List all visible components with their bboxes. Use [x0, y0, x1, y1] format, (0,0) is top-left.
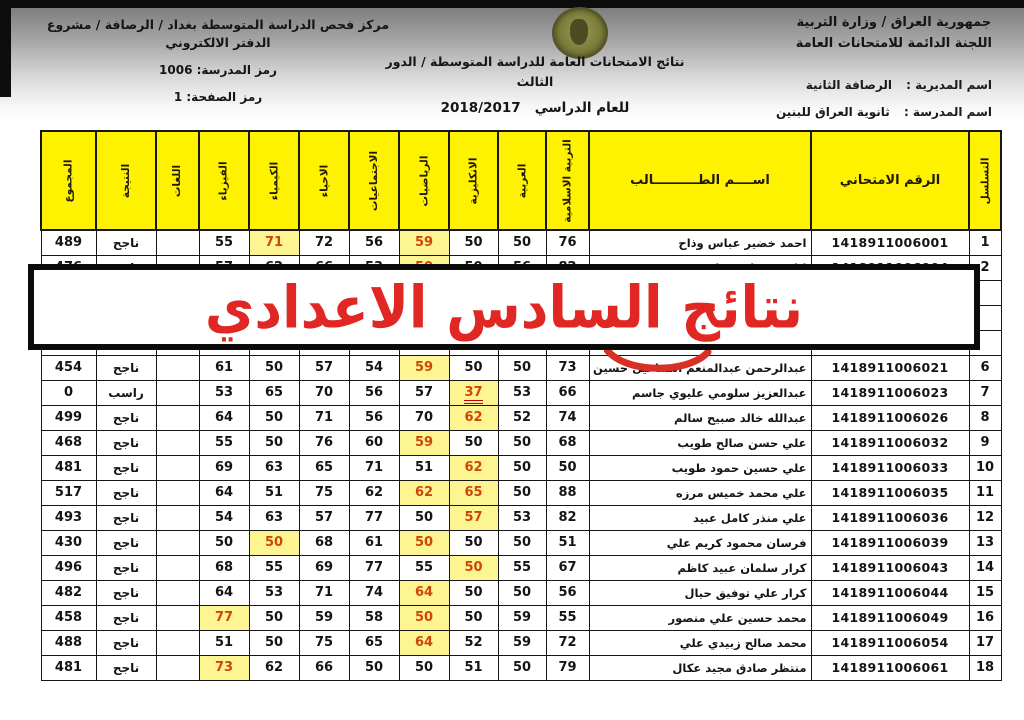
cell-biology: 71	[299, 406, 349, 431]
cell-languages	[156, 381, 199, 406]
column-header-seq	[969, 131, 1001, 230]
column-header-label-arabic: العربية	[516, 163, 529, 198]
cell-english: 57	[449, 506, 498, 531]
cell-arabic: 50	[498, 356, 546, 381]
cell-total: 489	[41, 230, 96, 256]
column-header-label-chemistry: الكيمياء	[268, 161, 281, 200]
cell-arabic: 50	[498, 230, 546, 256]
cell-chemistry: 50	[249, 406, 299, 431]
cell-languages	[156, 606, 199, 631]
cell-social: 50	[349, 656, 399, 681]
cell-biology: 70	[299, 381, 349, 406]
cell-math: 50	[399, 656, 449, 681]
cell-social: 65	[349, 631, 399, 656]
cell-arabic: 52	[498, 406, 546, 431]
cell-english: 52	[449, 631, 498, 656]
cell-english: 50	[449, 230, 498, 256]
cell-arabic: 50	[498, 456, 546, 481]
column-header-label-exam_no: الرقم الامتحاني	[839, 173, 941, 188]
exam-title: نتائج الامتحانات العامة للدراسة المتوسطة / الدور الثالث	[385, 54, 685, 89]
cell-exam_no: 1418911006035	[811, 481, 969, 506]
cell-arabic: 59	[498, 606, 546, 631]
cell-islamic: 76	[546, 230, 589, 256]
ministry-line1: جمهورية العراق / وزارة التربية	[796, 15, 992, 30]
table-row	[41, 456, 1001, 481]
column-header-exam_no	[811, 131, 969, 230]
cell-arabic: 53	[498, 506, 546, 531]
cell-languages	[156, 656, 199, 681]
exam-title-block	[370, 52, 700, 118]
cell-chemistry: 50	[249, 606, 299, 631]
cell-languages	[156, 456, 199, 481]
column-header-social	[349, 131, 399, 230]
cell-arabic: 50	[498, 581, 546, 606]
school-code: رمز المدرسة: 1006	[159, 63, 277, 77]
cell-chemistry: 50	[249, 631, 299, 656]
cell-physics: 68	[199, 556, 249, 581]
cell-islamic: 88	[546, 481, 589, 506]
column-header-total	[41, 131, 96, 230]
cell-exam_no: 1418911006032	[811, 431, 969, 456]
cell-english: 51	[449, 656, 498, 681]
cell-languages	[156, 531, 199, 556]
cell-languages	[156, 506, 199, 531]
cell-total: 496	[41, 556, 96, 581]
cell-result: ناجح	[96, 481, 156, 506]
cell-arabic: 50	[498, 656, 546, 681]
cell-arabic: 59	[498, 631, 546, 656]
cell-exam_no: 1418911006023	[811, 381, 969, 406]
column-header-chemistry	[249, 131, 299, 230]
cell-exam_no: 1418911006049	[811, 606, 969, 631]
cell-exam_no: 1418911006043	[811, 556, 969, 581]
cell-physics: 55	[199, 230, 249, 256]
cell-result: راسب	[96, 381, 156, 406]
underlined-score: 37	[464, 385, 482, 404]
cell-biology: 71	[299, 581, 349, 606]
cell-name: علي حسين حمود طويب	[589, 456, 811, 481]
results-banner	[28, 264, 980, 350]
column-header-label-result: النتيجة	[120, 163, 132, 198]
cell-result: ناجح	[96, 631, 156, 656]
column-header-physics	[199, 131, 249, 230]
school-label: اسم المدرسة :	[903, 105, 992, 119]
cell-seq: 9	[969, 431, 1001, 456]
cell-total: 468	[41, 431, 96, 456]
cell-languages	[156, 581, 199, 606]
cell-seq: 17	[969, 631, 1001, 656]
cell-name: احمد خضير عباس وذاح	[589, 230, 811, 256]
cell-result: ناجح	[96, 506, 156, 531]
cell-islamic: 79	[546, 656, 589, 681]
page-code: رمز الصفحة: 1	[173, 90, 263, 104]
column-header-label-total: المجموع	[62, 159, 75, 202]
cell-physics: 73	[199, 656, 249, 681]
cell-english: 50	[449, 356, 498, 381]
cell-biology: 68	[299, 531, 349, 556]
cell-social: 56	[349, 230, 399, 256]
table-row	[41, 230, 1001, 256]
cell-languages	[156, 406, 199, 431]
table-row	[41, 531, 1001, 556]
cell-biology: 72	[299, 230, 349, 256]
column-header-math	[399, 131, 449, 230]
cell-islamic: 73	[546, 356, 589, 381]
cell-social: 60	[349, 431, 399, 456]
cell-physics: 64	[199, 481, 249, 506]
column-header-label-biology: الاحياء	[318, 164, 330, 197]
results-table	[40, 130, 1002, 681]
table-row	[41, 606, 1001, 631]
cell-english	[449, 381, 498, 406]
cell-social: 61	[349, 531, 399, 556]
results-banner-text: نتائج السادس الاعدادي	[204, 272, 804, 342]
cell-total: 499	[41, 406, 96, 431]
cell-physics: 77	[199, 606, 249, 631]
column-header-label-physics: الفيزياء	[218, 160, 231, 201]
table-row	[41, 381, 1001, 406]
cell-name: عبدالرحمن عبدالمنعم اسماعيل حسين	[589, 356, 811, 381]
cell-social: 77	[349, 556, 399, 581]
cell-languages	[156, 556, 199, 581]
cell-physics: 53	[199, 381, 249, 406]
ministry-line2: اللجنة الدائمة للامتحانات العامة	[795, 36, 992, 51]
cell-name: علي حسن صالح طويب	[589, 431, 811, 456]
cell-chemistry: 50	[249, 531, 299, 556]
table-row	[41, 506, 1001, 531]
table-row	[41, 631, 1001, 656]
cell-languages	[156, 631, 199, 656]
exam-center-block	[42, 16, 394, 106]
cell-english: 50	[449, 581, 498, 606]
cell-seq: 13	[969, 531, 1001, 556]
scan-top-bar	[0, 0, 1024, 8]
cell-total: 481	[41, 456, 96, 481]
column-header-label-seq: التسلسل	[978, 157, 991, 204]
cell-seq: 6	[969, 356, 1001, 381]
school-value: ثانوية العراق للبنين	[775, 105, 890, 119]
cell-physics: 61	[199, 356, 249, 381]
cell-chemistry: 63	[249, 506, 299, 531]
column-header-label-math: الرياضيات	[417, 155, 430, 206]
exam-center-line: مركز فحص الدراسة المتوسطة بغداد / الرصافة / مشروع الدفتر الالكتروني	[46, 17, 390, 50]
cell-seq: 12	[969, 506, 1001, 531]
cell-chemistry: 50	[249, 431, 299, 456]
cell-math: 70	[399, 406, 449, 431]
cell-math: 57	[399, 381, 449, 406]
cell-islamic: 56	[546, 581, 589, 606]
cell-exam_no: 1418911006036	[811, 506, 969, 531]
cell-social: 56	[349, 381, 399, 406]
cell-math: 50	[399, 606, 449, 631]
cell-total: 493	[41, 506, 96, 531]
cell-name: عبدالعزيز سلومي عليوي جاسم	[589, 381, 811, 406]
cell-name: علي منذر كامل عبيد	[589, 506, 811, 531]
cell-total: 482	[41, 581, 96, 606]
cell-total: 454	[41, 356, 96, 381]
cell-math: 50	[399, 506, 449, 531]
table-row	[41, 481, 1001, 506]
cell-chemistry: 62	[249, 656, 299, 681]
table-row	[41, 356, 1001, 381]
cell-physics: 55	[199, 431, 249, 456]
cell-languages	[156, 356, 199, 381]
academic-year-label: للعام الدراسي	[534, 100, 630, 116]
cell-physics: 54	[199, 506, 249, 531]
cell-islamic: 74	[546, 406, 589, 431]
cell-result: ناجح	[96, 656, 156, 681]
cell-languages	[156, 481, 199, 506]
cell-biology: 57	[299, 356, 349, 381]
cell-result: ناجح	[96, 556, 156, 581]
cell-islamic: 68	[546, 431, 589, 456]
cell-chemistry: 53	[249, 581, 299, 606]
column-header-languages	[156, 131, 199, 230]
cell-english: 62	[449, 456, 498, 481]
cell-islamic: 82	[546, 506, 589, 531]
cell-arabic: 53	[498, 381, 546, 406]
cell-chemistry: 55	[249, 556, 299, 581]
ministry-header	[796, 12, 992, 54]
cell-seq: 2	[969, 256, 1001, 281]
directorate-line	[806, 78, 992, 92]
cell-english: 50	[449, 556, 498, 581]
cell-english: 50	[449, 431, 498, 456]
column-header-label-english: الانكليزية	[467, 157, 480, 204]
cell-arabic: 50	[498, 531, 546, 556]
banner-calligraphy-tail-icon	[604, 347, 712, 375]
column-header-islamic	[546, 131, 589, 230]
cell-biology: 65	[299, 456, 349, 481]
cell-arabic: 50	[498, 431, 546, 456]
academic-year	[370, 98, 700, 118]
cell-name: فرسان محمود كريم علي	[589, 531, 811, 556]
column-header-result	[96, 131, 156, 230]
cell-exam_no: 1418911006044	[811, 581, 969, 606]
table-row	[41, 556, 1001, 581]
school-line	[776, 105, 992, 119]
cell-exam_no: 1418911006026	[811, 406, 969, 431]
cell-total: 488	[41, 631, 96, 656]
cell-chemistry: 65	[249, 381, 299, 406]
cell-name: محمد صالح زبيدي علي	[589, 631, 811, 656]
column-header-biology	[299, 131, 349, 230]
cell-result: ناجح	[96, 606, 156, 631]
cell-islamic: 66	[546, 381, 589, 406]
cell-math: 59	[399, 431, 449, 456]
cell-english: 50	[449, 606, 498, 631]
cell-biology: 75	[299, 631, 349, 656]
cell-physics: 50	[199, 531, 249, 556]
table-row	[41, 431, 1001, 456]
cell-result: ناجح	[96, 581, 156, 606]
cell-biology: 69	[299, 556, 349, 581]
cell-chemistry: 51	[249, 481, 299, 506]
cell-total: 481	[41, 656, 96, 681]
cell-english: 50	[449, 531, 498, 556]
cell-social: 74	[349, 581, 399, 606]
cell-islamic: 67	[546, 556, 589, 581]
cell-social: 71	[349, 456, 399, 481]
column-header-name	[589, 131, 811, 230]
column-header-label-name: اســــم الطــــــــــالب	[630, 173, 770, 188]
cell-total: 458	[41, 606, 96, 631]
cell-islamic: 51	[546, 531, 589, 556]
cell-math: 51	[399, 456, 449, 481]
cell-math: 59	[399, 356, 449, 381]
results-table-wrap	[40, 130, 1000, 681]
cell-social: 54	[349, 356, 399, 381]
cell-math: 59	[399, 230, 449, 256]
cell-seq: 1	[969, 230, 1001, 256]
cell-seq: 18	[969, 656, 1001, 681]
academic-year-value: 2018/2017	[440, 100, 521, 116]
cell-biology: 59	[299, 606, 349, 631]
cell-seq: 7	[969, 381, 1001, 406]
cell-result: ناجح	[96, 456, 156, 481]
cell-math: 50	[399, 531, 449, 556]
column-header-arabic	[498, 131, 546, 230]
cell-chemistry: 50	[249, 356, 299, 381]
cell-social: 77	[349, 506, 399, 531]
cell-biology: 75	[299, 481, 349, 506]
table-row	[41, 406, 1001, 431]
column-header-label-languages: اللغات	[171, 164, 184, 197]
cell-physics: 64	[199, 581, 249, 606]
cell-chemistry: 63	[249, 456, 299, 481]
table-header-row	[41, 131, 1001, 230]
cell-exam_no: 1418911006061	[811, 656, 969, 681]
cell-biology: 76	[299, 431, 349, 456]
cell-seq: 11	[969, 481, 1001, 506]
cell-social: 56	[349, 406, 399, 431]
cell-seq: 14	[969, 556, 1001, 581]
cell-seq: 15	[969, 581, 1001, 606]
cell-islamic: 55	[546, 606, 589, 631]
cell-biology: 66	[299, 656, 349, 681]
cell-exam_no: 1418911006001	[811, 230, 969, 256]
cell-name: منتظر صادق مجيد عكال	[589, 656, 811, 681]
cell-result: ناجح	[96, 230, 156, 256]
cell-biology: 57	[299, 506, 349, 531]
cell-result: ناجح	[96, 356, 156, 381]
cell-name: علي محمد خميس مرزه	[589, 481, 811, 506]
cell-name: محمد حسين علي منصور	[589, 606, 811, 631]
table-row	[41, 581, 1001, 606]
cell-arabic: 55	[498, 556, 546, 581]
cell-result: ناجح	[96, 531, 156, 556]
cell-total: 517	[41, 481, 96, 506]
cell-islamic: 50	[546, 456, 589, 481]
table-row	[41, 656, 1001, 681]
cell-exam_no: 1418911006039	[811, 531, 969, 556]
cell-social: 58	[349, 606, 399, 631]
cell-math: 64	[399, 631, 449, 656]
cell-physics: 51	[199, 631, 249, 656]
directorate-label: اسم المديرية :	[906, 78, 992, 92]
cell-arabic: 50	[498, 481, 546, 506]
cell-math: 64	[399, 581, 449, 606]
cell-seq: 10	[969, 456, 1001, 481]
cell-seq: 8	[969, 406, 1001, 431]
cell-math: 55	[399, 556, 449, 581]
cell-languages	[156, 431, 199, 456]
column-header-english	[449, 131, 498, 230]
cell-name: كرار سلمان عبيد كاظم	[589, 556, 811, 581]
column-header-label-social: الاجتماعيات	[368, 150, 380, 211]
cell-physics: 69	[199, 456, 249, 481]
cell-seq: 16	[969, 606, 1001, 631]
scan-left-strip	[0, 0, 11, 97]
cell-total: 0	[41, 381, 96, 406]
cell-result: ناجح	[96, 431, 156, 456]
cell-name: كرار علي توفيق حيال	[589, 581, 811, 606]
cell-languages	[156, 230, 199, 256]
cell-exam_no: 1418911006021	[811, 356, 969, 381]
ministry-logo-emblem	[570, 19, 588, 45]
directorate-value: الرصافة الثانية	[805, 78, 892, 92]
cell-physics: 64	[199, 406, 249, 431]
column-header-label-islamic: التربية الاسلامية	[561, 138, 574, 223]
cell-total: 430	[41, 531, 96, 556]
cell-english: 65	[449, 481, 498, 506]
cell-english: 62	[449, 406, 498, 431]
cell-islamic: 72	[546, 631, 589, 656]
cell-exam_no: 1418911006033	[811, 456, 969, 481]
cell-chemistry: 71	[249, 230, 299, 256]
cell-exam_no: 1418911006054	[811, 631, 969, 656]
cell-result: ناجح	[96, 406, 156, 431]
cell-social: 62	[349, 481, 399, 506]
cell-math: 62	[399, 481, 449, 506]
cell-name: عبدالله خالد صبيح سالم	[589, 406, 811, 431]
